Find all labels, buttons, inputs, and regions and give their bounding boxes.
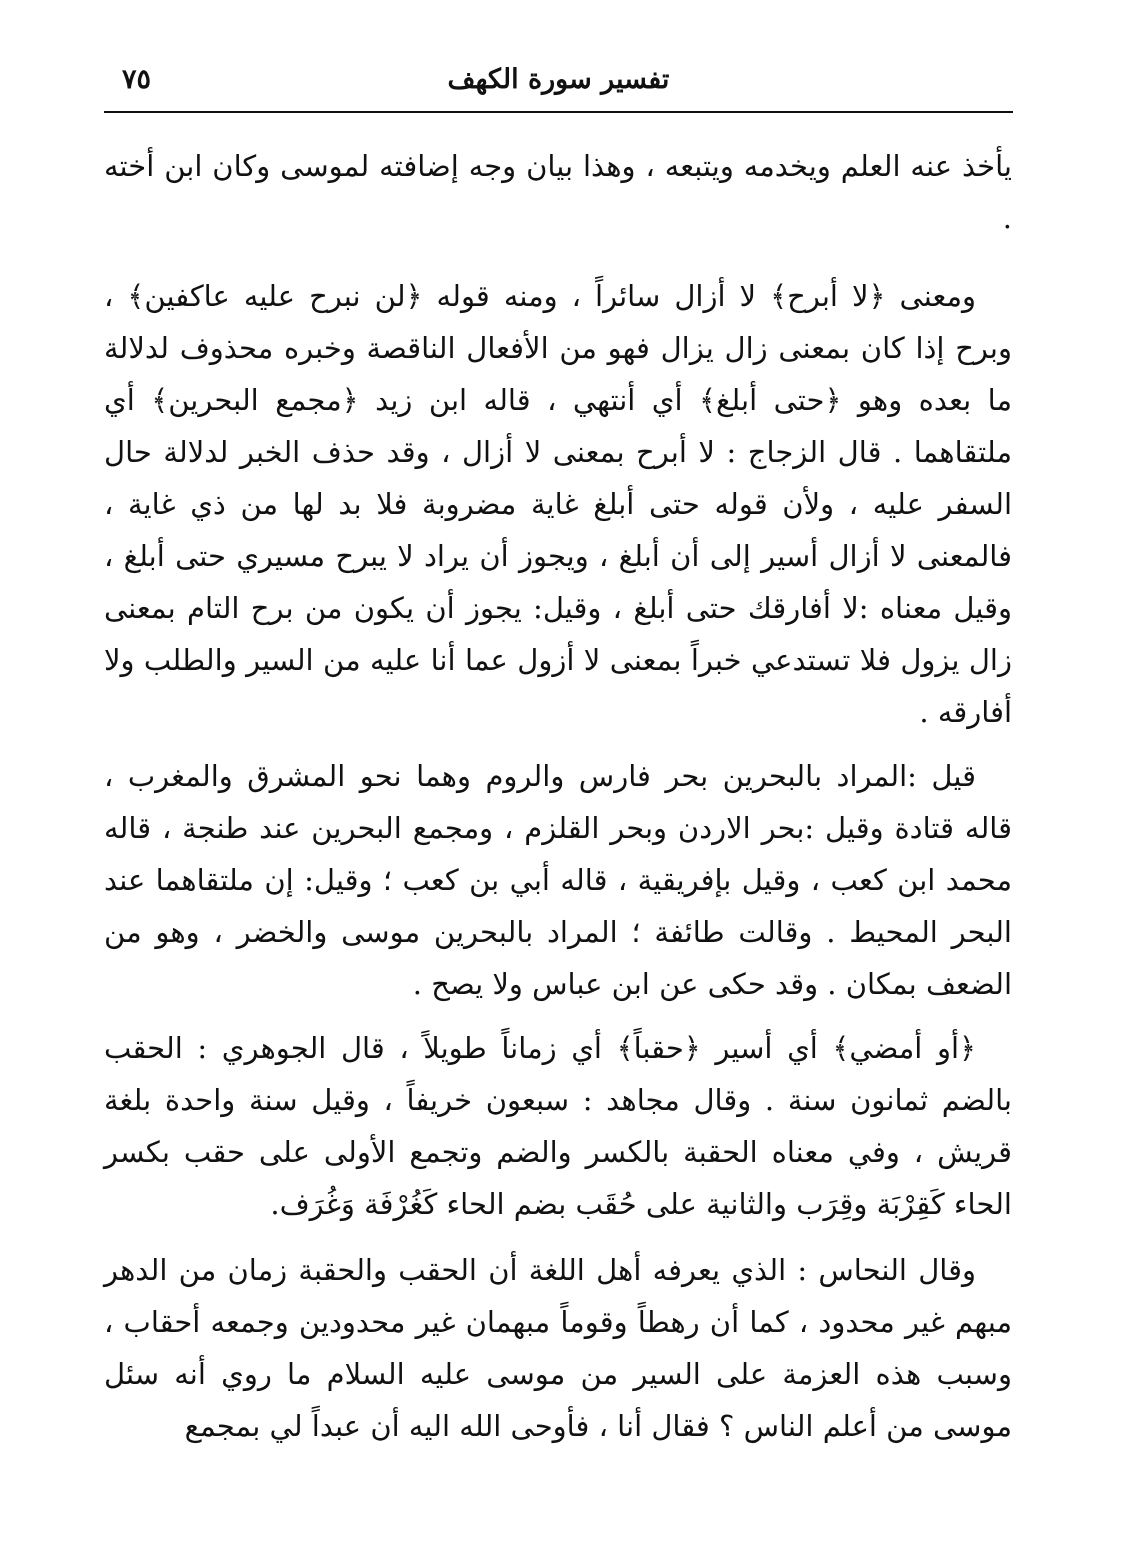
running-title: تفسير سورة الكهف bbox=[447, 64, 670, 95]
page-header bbox=[104, 58, 1013, 108]
page-body bbox=[104, 140, 1012, 1452]
page-number: ٧٥ bbox=[122, 64, 152, 95]
header-rule bbox=[104, 111, 1013, 113]
paragraph: ﴿أو أمضي﴾ أي أسير ﴿حقباً﴾ أي زماناً طويلاً ، قال الجوهري : الحقب بالضم ثمانون سنة . وقال مجاهد : سبعون خريفاً ، وقيل سنة واحدة بلغة قريش ، وفي معناه الحقبة بالكسر والضم وتجمع الأولى على حقب بكسر الحاء كَقِرْبَة وقِرَب والثانية على حُقَب بضم الحاء كَغُرْفَة وَغُرَف. bbox=[104, 1031, 1012, 1221]
paragraph: ومعنى ﴿لا أبرح﴾ لا أزال سائراً ، ومنه قوله ﴿لن نبرح عليه عاكفين﴾ ، وبرح إذا كان بمعنى زال يزال فهو من الأفعال الناقصة وخبره محذوف لدلالة ما بعده وهو ﴿حتى أبلغ﴾ أي أنتهي ، قاله ابن زيد ﴿مجمع البحرين﴾ أي ملتقاهما . قال الزجاج : لا أبرح بمعنى لا أزال ، وقد حذف الخبر لدلالة حال السفر عليه ، ولأن قوله حتى أبلغ غاية مضروبة فلا بد لها من ذي غاية ، فالمعنى لا أزال أسير إلى أن أبلغ ، ويجوز أن يراد لا يبرح مسيري حتى أبلغ ، وقيل معناه :لا أفارقك حتى أبلغ ، وقيل: يجوز أن يكون من برح التام بمعنى زال يزول فلا تستدعي خبراً بمعنى لا أزول عما أنا عليه من السير والطلب ولا أفارقه . bbox=[104, 279, 1012, 729]
paragraph: يأخذ عنه العلم ويخدمه ويتبعه ، وهذا بيان وجه إضافته لموسى وكان ابن أخته . bbox=[104, 149, 1012, 235]
paragraph: وقال النحاس : الذي يعرفه أهل اللغة أن الحقب والحقبة زمان من الدهر مبهم غير محدود ، كما أن رهطاً وقوماً مبهمان غير محدودين وجمعه أحقاب ، وسبب هذه العزمة على السير من موسى عليه السلام ما روي أنه سئل موسى من أعلم الناس ؟ فقال أنا ، فأوحى الله اليه أن عبداً لي بمجمع bbox=[104, 1253, 1012, 1443]
paragraph: قيل :المراد بالبحرين بحر فارس والروم وهما نحو المشرق والمغرب ، قاله قتادة وقيل :بحر الاردن وبحر القلزم ، ومجمع البحرين عند طنجة ، قاله محمد ابن كعب ، وقيل بإفريقية ، قاله أبي بن كعب ؛ وقيل: إن ملتقاهما عند البحر المحيط . وقالت طائفة ؛ المراد بالبحرين موسى والخضر ، وهو من الضعف بمكان . وقد حكى عن ابن عباس ولا يصح . bbox=[104, 759, 1012, 1001]
